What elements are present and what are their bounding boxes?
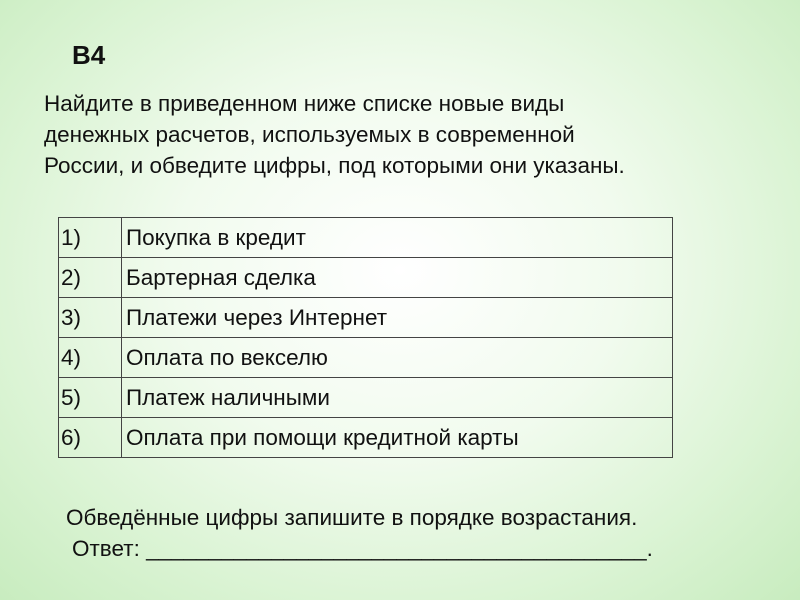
option-text: Оплата по векселю <box>122 338 673 378</box>
option-row[interactable] <box>59 338 673 378</box>
instruction-text: Обведённые цифры запишите в порядке возрастания. <box>66 505 638 530</box>
option-row[interactable] <box>59 218 673 258</box>
option-row[interactable] <box>59 258 673 298</box>
option-number: 2) <box>59 258 122 298</box>
option-text: Бартерная сделка <box>122 258 673 298</box>
question-line: денежных расчетов, используемых в современной <box>44 122 575 147</box>
question-text <box>44 88 764 181</box>
option-row[interactable] <box>59 298 673 338</box>
option-number: 6) <box>59 418 122 458</box>
option-row[interactable] <box>59 378 673 418</box>
option-text: Платеж наличными <box>122 378 673 418</box>
option-text: Покупка в кредит <box>122 218 673 258</box>
option-number: 5) <box>59 378 122 418</box>
option-number: 1) <box>59 218 122 258</box>
options-table <box>58 217 673 458</box>
answer-blank[interactable]: ________________________________________. <box>146 536 653 561</box>
question-line: России, и обведите цифры, под которыми они указаны. <box>44 153 625 178</box>
answer-label: Ответ: <box>72 536 140 561</box>
option-row[interactable] <box>59 418 673 458</box>
question-line: Найдите в приведенном ниже списке новые виды <box>44 91 565 116</box>
task-label: B4 <box>72 40 106 70</box>
option-text: Оплата при помощи кредитной карты <box>122 418 673 458</box>
answer-line <box>72 536 653 562</box>
option-text: Платежи через Интернет <box>122 298 673 338</box>
option-number: 4) <box>59 338 122 378</box>
option-number: 3) <box>59 298 122 338</box>
